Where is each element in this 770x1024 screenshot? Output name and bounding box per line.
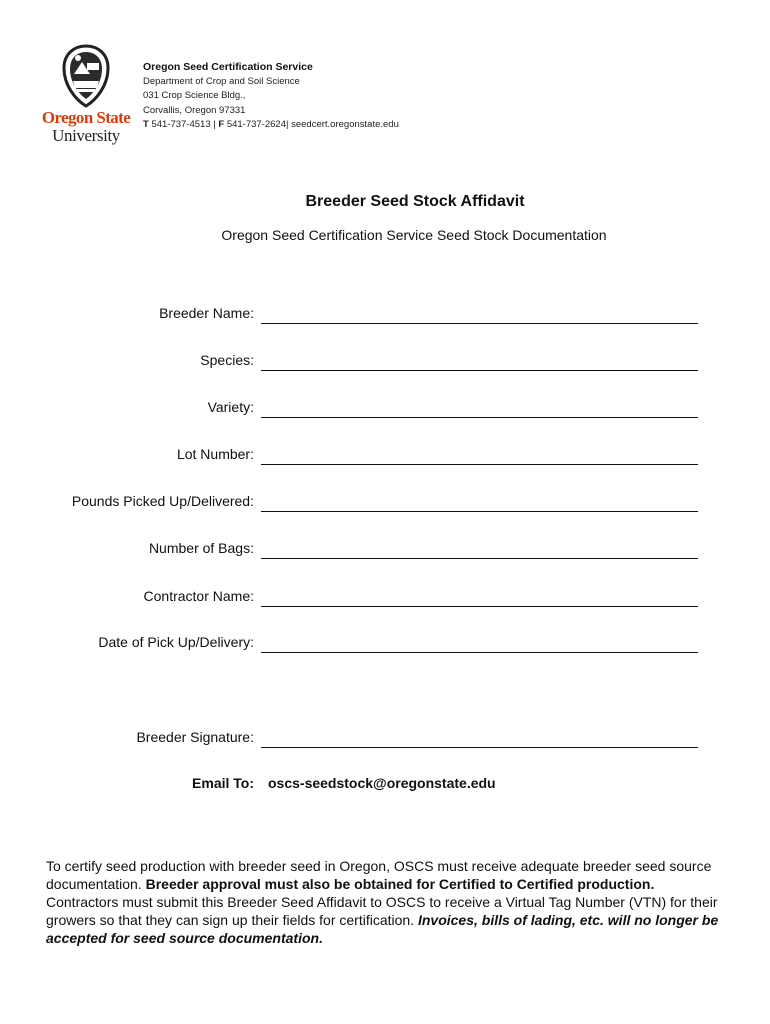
field-label: Breeder Signature: bbox=[136, 729, 254, 745]
note-bold-italic-2: Invoices, bills of lading, etc. will no longer be accepted for seed source documentation. bbox=[46, 912, 719, 946]
field-label: Lot Number: bbox=[176, 446, 254, 462]
field-lot-number bbox=[0, 446, 770, 468]
form-subtitle: Oregon Seed Certification Service Seed Stock Documentation bbox=[221, 227, 607, 243]
field-pounds bbox=[0, 493, 770, 515]
field-breeder-name bbox=[0, 305, 770, 327]
phone-prefix: T bbox=[143, 119, 149, 130]
field-label: Variety: bbox=[207, 399, 254, 415]
contractor-name-input-line[interactable] bbox=[261, 606, 698, 607]
field-label: Breeder Name: bbox=[159, 305, 254, 321]
logo-wordmark-university: University bbox=[52, 126, 120, 145]
email-address-link[interactable]: oscs-seedstock@oregonstate.edu bbox=[268, 775, 496, 791]
field-label: Number of Bags: bbox=[148, 540, 254, 556]
instructions-paragraph bbox=[46, 857, 726, 947]
field-contractor-name bbox=[0, 588, 770, 610]
variety-input-line[interactable] bbox=[261, 417, 698, 418]
fax-prefix: F bbox=[218, 119, 225, 130]
field-label: Contractor Name: bbox=[143, 588, 254, 604]
separator: | bbox=[286, 119, 289, 130]
field-number-of-bags bbox=[0, 540, 770, 562]
number-of-bags-input-line[interactable] bbox=[261, 558, 698, 559]
field-label: Date of Pick Up/Delivery: bbox=[98, 634, 254, 650]
address-line-2: Corvallis, Oregon 97331 bbox=[143, 104, 246, 116]
note-text-2: Contractors must submit this Breeder Seed Affidavit to OSCS to receive a Virtual Tag Number (VTN) for their growers so that they can sign up their fields for certification. bbox=[46, 894, 718, 928]
org-name: Oregon Seed Certification Service bbox=[143, 61, 313, 73]
field-variety bbox=[0, 399, 770, 421]
field-breeder-signature bbox=[0, 729, 770, 751]
address-line-1: 031 Crop Science Bldg., bbox=[143, 90, 246, 101]
osu-logo bbox=[38, 44, 134, 148]
email-label: Email To: bbox=[192, 775, 254, 791]
field-label: Pounds Picked Up/Delivered: bbox=[71, 493, 254, 509]
organization-info bbox=[143, 60, 399, 133]
phone-number: 541-737-4513 bbox=[151, 119, 211, 130]
fax-number: 541-737-2624 bbox=[226, 119, 286, 130]
field-species bbox=[0, 352, 770, 374]
signature-input-line[interactable] bbox=[261, 747, 698, 748]
field-date bbox=[0, 634, 770, 656]
breeder-name-input-line[interactable] bbox=[261, 323, 698, 324]
note-text-1: To certify seed production with breeder seed in Oregon, OSCS must receive adequate breeder seed source documentation. bbox=[46, 858, 712, 892]
website-link[interactable]: seedcert.oregonstate.edu bbox=[291, 119, 399, 130]
note-bold-1: Breeder approval must also be obtained for Certified to Certified production. bbox=[145, 876, 655, 892]
form-title: Breeder Seed Stock Affidavit bbox=[305, 193, 525, 210]
department: Department of Crop and Soil Science bbox=[143, 75, 300, 87]
osu-shield-icon bbox=[60, 44, 112, 108]
field-label: Species: bbox=[200, 352, 254, 368]
date-input-line[interactable] bbox=[261, 652, 698, 653]
logo-wordmark-oregon-state: Oregon State bbox=[41, 108, 131, 127]
species-input-line[interactable] bbox=[261, 370, 698, 371]
separator: | bbox=[213, 119, 216, 130]
lot-number-input-line[interactable] bbox=[261, 464, 698, 465]
pounds-input-line[interactable] bbox=[261, 511, 698, 512]
contact-line bbox=[143, 118, 399, 133]
